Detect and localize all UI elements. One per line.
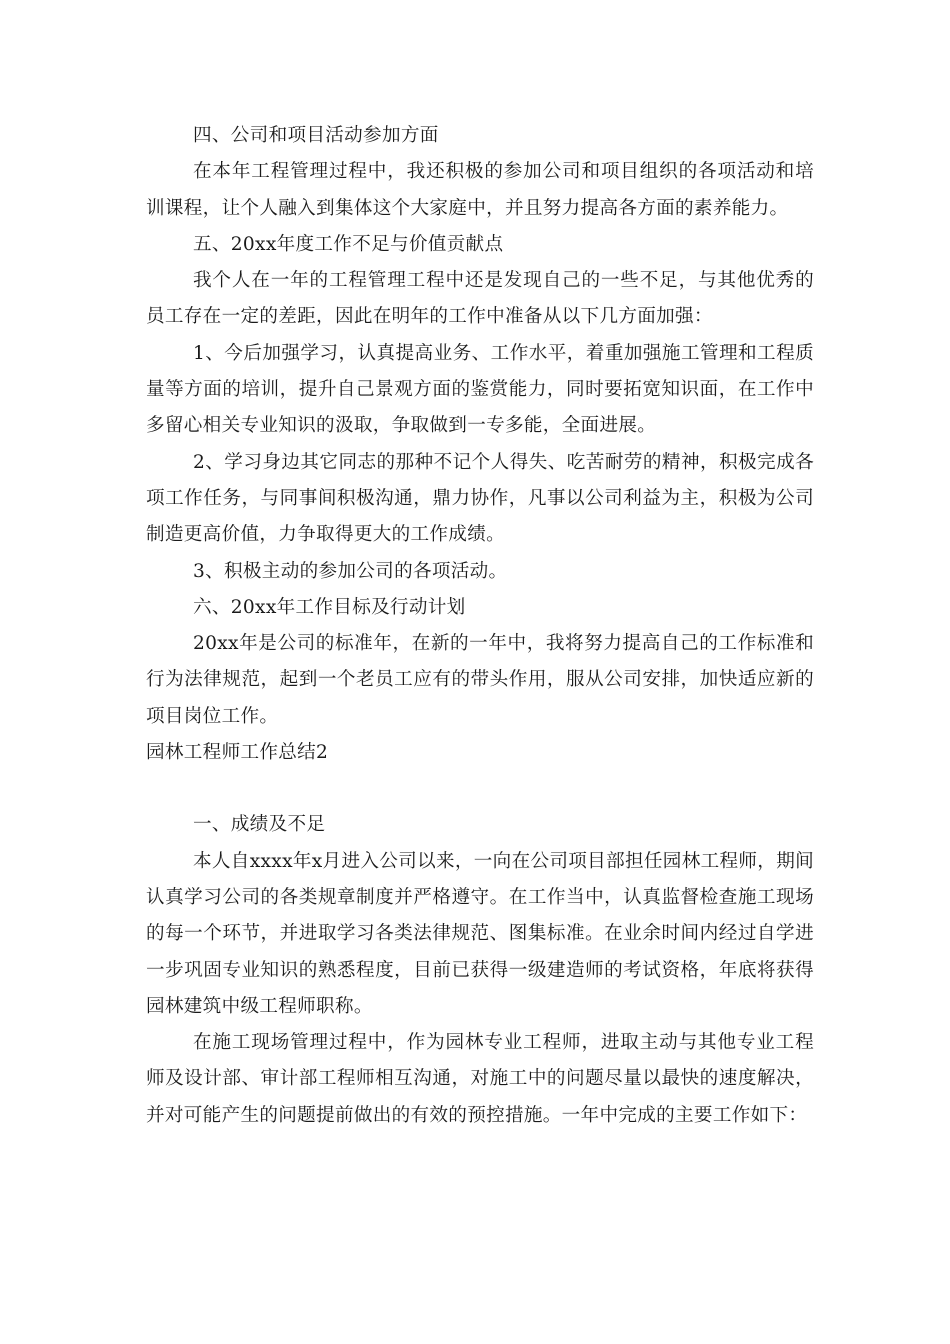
list-item-3: 3、积极主动的参加公司的各项活动。 <box>193 560 508 582</box>
document-body <box>146 118 814 1134</box>
blank-line <box>146 771 814 807</box>
heading-activities: 四、公司和项目活动参加方面 <box>193 125 439 146</box>
paragraph-goals: 20xx年是公司的标准年，在新的一年中，我将努力提高自己的工作标准和行为法律规范，起到一个老员工应有的带头作用，服从公司安排，加快适应新的项目岗位工作。 <box>146 633 814 727</box>
paragraph-achievements: 本人自xxxx年x月进入公司以来，一向在公司项目部担任园林工程师，期间认真学习公司的各类规章制度并严格遵守。在工作当中，认真监督检查施工现场的每一个环节，并进取学习各类法律规范、图集标准。在业余时间内经过自学进一步巩固专业知识的熟悉程度，目前已获得一级建造师的考试资格，年底将获得园林建筑中级工程师职称。 <box>146 850 814 1017</box>
list-item-1: 1、今后加强学习，认真提高业务、工作水平，着重加强施工管理和工程质量等方面的培训，提升自己景观方面的鉴赏能力，同时要拓宽知识面，在工作中多留心相关专业知识的汲取，争取做到一专多能，全面进展。 <box>146 342 814 437</box>
paragraph-site-management: 在施工现场管理过程中，作为园林专业工程师，进取主动与其他专业工程师及设计部、审计部工程师相互沟通，对施工中的问题尽量以最快的速度解决，并对可能产生的问题提前做出的有效的预控措施。一年中完成的主要工作如下： <box>146 1032 814 1126</box>
section-title: 园林工程师工作总结2 <box>146 742 329 764</box>
heading-achievements: 一、成绩及不足 <box>193 814 326 836</box>
paragraph-activities: 在本年工程管理过程中，我还积极的参加公司和项目组织的各项活动和培训课程，让个人融入到集体这个大家庭中，并且努力提高各方面的素养能力。 <box>146 161 814 219</box>
heading-shortcomings: 五、20xx年度工作不足与价值贡献点 <box>193 233 504 255</box>
list-item-2: 2、学习身边其它同志的那种不记个人得失、吃苦耐劳的精神，积极完成各项工作任务，与同事间积极沟通，鼎力协作，凡事以公司利益为主，积极为公司制造更高价值，力争取得更大的工作成绩。 <box>146 451 814 546</box>
heading-goals: 六、20xx年工作目标及行动计划 <box>193 596 466 618</box>
paragraph-shortcomings: 我个人在一年的工程管理工程中还是发现自己的一些不足，与其他优秀的员工存在一定的差距，因此在明年的工作中准备从以下几方面加强： <box>146 270 814 328</box>
